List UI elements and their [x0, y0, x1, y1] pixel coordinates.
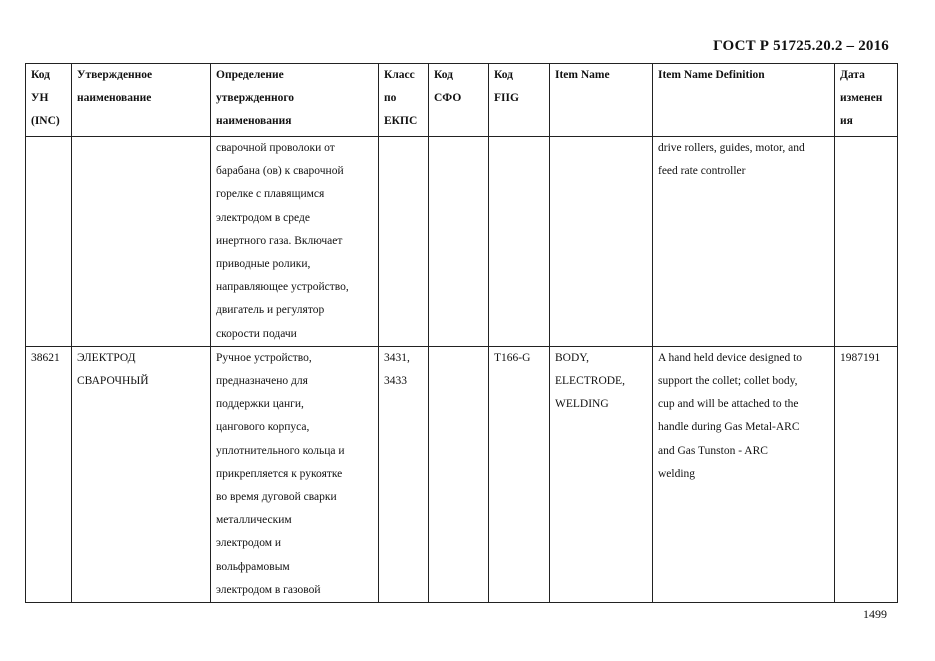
table-header-row	[26, 64, 898, 137]
header-definition: Определение утвержденного наименования	[211, 64, 379, 137]
table-row	[26, 137, 898, 347]
header-inc: Код УН (INC)	[26, 64, 72, 137]
cell-item-name: BODY, ELECTRODE, WELDING	[550, 346, 653, 602]
header-fiig-code: Код FIIG	[489, 64, 550, 137]
cell-fiig-code: T166-G	[489, 346, 550, 602]
cell-sfo-code	[429, 346, 489, 602]
cell-fiig-code	[489, 137, 550, 347]
document-header: ГОСТ Р 51725.20.2 – 2016	[713, 38, 889, 54]
cell-change-date	[835, 137, 898, 347]
cell-ekps-class: 3431, 3433	[379, 346, 429, 602]
cell-sfo-code	[429, 137, 489, 347]
cell-approved-name	[72, 137, 211, 347]
cell-item-name	[550, 137, 653, 347]
cell-change-date: 1987191	[835, 346, 898, 602]
table-row	[26, 346, 898, 602]
cell-definition: Ручное устройство, предназначено для поддержки цанги, цангового корпуса, уплотнительного кольца и прикрепляется к рукоятке во время дуговой сварки металлическим электродом и вольфрамовым электродом в газовой	[211, 346, 379, 602]
cell-ekps-class	[379, 137, 429, 347]
page-number: 1499	[863, 607, 887, 621]
cell-item-name-definition: drive rollers, guides, motor, and feed rate controller	[653, 137, 835, 347]
cell-inc	[26, 137, 72, 347]
cell-approved-name: ЭЛЕКТРОД СВАРОЧНЫЙ	[72, 346, 211, 602]
header-sfo-code: Код СФО	[429, 64, 489, 137]
cell-item-name-definition: A hand held device designed to support the collet; collet body, cup and will be attached to the handle during Gas Metal-ARC and Gas Tunston - ARC welding	[653, 346, 835, 602]
header-approved-name: Утвержденное наименование	[72, 64, 211, 137]
cell-definition: сварочной проволоки от барабана (ов) к сварочной горелке с плавящимся электродом в среде инертного газа. Включает приводные ролики, направляющее устройство, двигатель и регулятор скорости подачи	[211, 137, 379, 347]
cell-inc: 38621	[26, 346, 72, 602]
header-item-name-definition: Item Name Definition	[653, 64, 835, 137]
header-ekps-class: Класс по ЕКПС	[379, 64, 429, 137]
header-item-name: Item Name	[550, 64, 653, 137]
header-change-date: Дата изменен ия	[835, 64, 898, 137]
catalog-table	[25, 63, 898, 603]
